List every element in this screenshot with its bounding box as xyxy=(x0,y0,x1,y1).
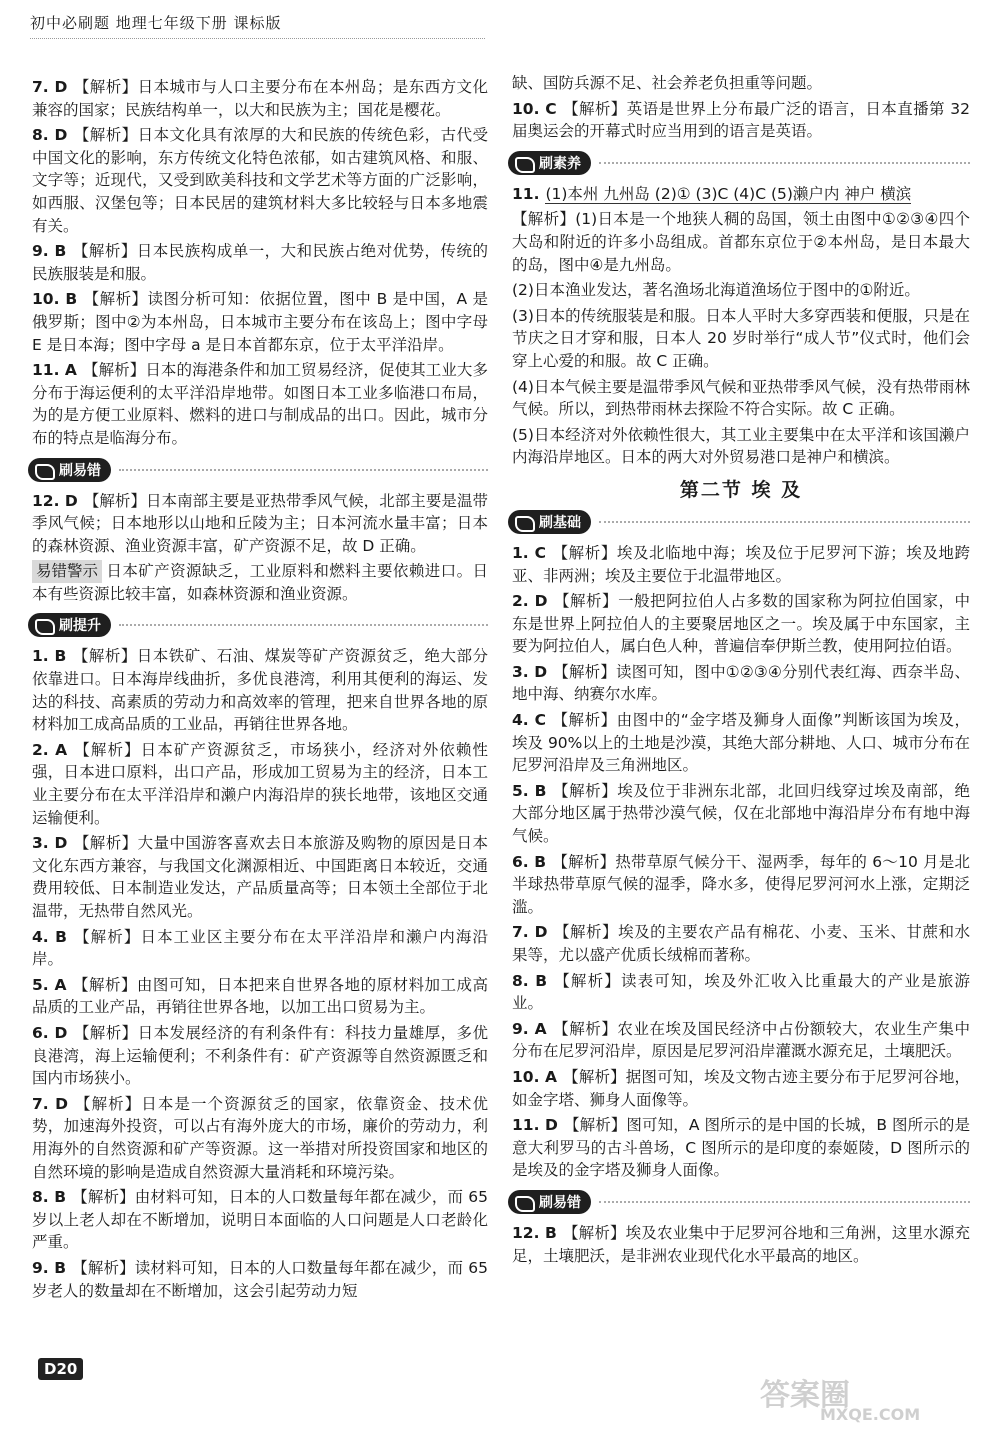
answer-item: 9. B 【解析】日本民族构成单一，大和民族占绝对优势，传统的民族服装是和服。 xyxy=(32,242,488,283)
answer-item: 12. B 【解析】埃及农业集中于尼罗河谷地和三角洲，这里水源充足，土壤肥沃，是非洲农业现代化水平最高的地区。 xyxy=(512,1223,970,1265)
dotted-rule xyxy=(599,162,970,164)
answer-item: 11. A 【解析】日本的海港条件和加工贸易经济，促使其工业大多分布于海运便利的太平洋沿岸地带。如图日本工业多临港口布局，为的是方便工业原料、燃料的进口与制成品的出口。因此，城市分布的特点是临海分布。 xyxy=(32,361,488,447)
explanation-paragraph: 【解析】(1)日本是一个地狭人稠的岛国，领土由图中①②③④四个大岛和附近的许多小岛组成。首都东京位于②本州岛，是日本最大的岛，图中④是九州岛。 xyxy=(512,210,970,274)
brush-icon xyxy=(34,617,54,633)
section-banner-shusuyang xyxy=(508,149,970,177)
answer-item: 11. D 【解析】图可知，A 图所示的是中国的长城，B 图所示的是意大利罗马的古斗兽场，C 图所示的是印度的泰姬陵，D 图所示的是埃及的金字塔及狮身人面像。 xyxy=(512,1116,970,1180)
section-badge: 刷素养 xyxy=(508,151,591,175)
answer-item: 3. D 【解析】读图可知，图中①②③④分别代表红海、西奈半岛、地中海、纳赛尔水库。 xyxy=(512,662,971,704)
answer-item: 5. A 【解析】由图可知，日本把来自世界各地的原材料加工成高品质的工业产品，再销往世界各地，以加工出口贸易为主。 xyxy=(32,975,488,1017)
section-banner-shuyicuo-2 xyxy=(508,1188,970,1216)
dotted-rule xyxy=(119,469,488,471)
dotted-rule xyxy=(119,624,488,626)
answer-item: 7. D 【解析】埃及的主要农产品有棉花、小麦、玉米、甘蔗和水果等，尤以盛产优质长绒棉而著称。 xyxy=(512,923,970,964)
section-badge: 刷易错 xyxy=(508,1190,591,1214)
answer-item: 2. D 【解析】一般把阿拉伯人占多数的国家称为阿拉伯国家，中东是世界上阿拉伯人的主要聚居地区之一。埃及属于中东国家，主要为阿拉伯人，属白色人种，普遍信奉伊斯兰教，使用阿拉伯语。 xyxy=(512,592,970,656)
running-header: 初中必刷题 地理七年级下册 课标版 xyxy=(30,14,282,32)
answer-item: 3. D 【解析】大量中国游客喜欢去日本旅游及购物的原因是日本文化东西方兼容，与我国文化渊源相近、中国距离日本较近，交通费用较低、日本制造业发达，产品质量高等；日本领土全部位于北温带，无热带自然风光。 xyxy=(32,834,488,920)
dotted-rule xyxy=(599,521,970,523)
right-column xyxy=(512,72,970,1270)
answer-item: 10. A 【解析】据图可知，埃及文物古迹主要分布于尼罗河谷地，如金字塔、狮身人面像等。 xyxy=(512,1067,970,1109)
answer-item: 12. D 【解析】日本南部主要是亚热带季风气候，北部主要是温带季风气候；日本地形以山地和丘陵为主；日本河流水量丰富；日本的森林资源、渔业资源丰富，矿产资源不足，故 D 正确。 xyxy=(32,491,488,555)
section-banner-shuyicuo xyxy=(28,456,488,484)
brush-icon xyxy=(34,462,54,478)
answer-item: 9. B 【解析】读材料可知，日本的人口数量每年都在减少，而 65 岁老人的数量却在不断增加，这会引起劳动力短 xyxy=(32,1258,488,1300)
answer-item: 9. A 【解析】农业在埃及国民经济中占份额较大，农业生产集中分布在尼罗河沿岸，原因是尼罗河沿岸灌溉水源充足，土壤肥沃。 xyxy=(512,1019,970,1061)
section-badge: 刷基础 xyxy=(508,510,591,534)
watermark-logo: 答案圈 xyxy=(760,1378,850,1413)
explanation-paragraph: (4)日本气候主要是温带季风气候和亚热带季风气候，没有热带雨林气候。所以，到热带雨林去探险不符合实际。故 C 正确。 xyxy=(512,377,970,419)
section-banner-shutisheng xyxy=(28,611,488,639)
answer-item: 4. C 【解析】由图中的“金字塔及狮身人面像”判断该国为埃及，埃及 90%以上的土地是沙漠，其绝大部分耕地、人口、城市分布在尼罗河沿岸及三角洲地区。 xyxy=(512,711,970,775)
answer-item: 8. B 【解析】读表可知，埃及外汇收入比重最大的产业是旅游业。 xyxy=(512,971,970,1013)
answer-item: 1. B 【解析】日本铁矿、石油、煤炭等矿产资源贫乏，绝大部分依靠进口。日本海岸线曲折，多优良港湾，利用其便利的海运、发达的科技、高素质的劳动力和高效率的管理，把来自世界各地的原材料加工成高品质的工业品，再销往世界各地。 xyxy=(32,647,488,734)
explanation-paragraph: (3)日本的传统服装是和服。日本人平时大多穿西装和便服，只是在节庆之日才穿和服，日本人 20 岁时举行“成人节”仪式时，他们会穿上心爱的和服。故 C 正确。 xyxy=(512,306,970,370)
answer-item: 4. B 【解析】日本工业区主要分布在太平洋沿岸和濑户内海沿岸。 xyxy=(32,927,488,969)
page-number: D20 xyxy=(38,1358,83,1380)
watermark-url: MXQE.COM xyxy=(820,1405,921,1424)
answer-item: 1. C 【解析】埃及北临地中海；埃及位于尼罗河下游；埃及地跨亚、非两洲；埃及主要位于北温带地区。 xyxy=(512,543,970,585)
answer-item: 5. B 【解析】埃及位于非洲东北部，北回归线穿过埃及南部，绝大部分地区属于热带沙漠气候，仅在北部地中海沿岸分布有地中海气候。 xyxy=(512,781,970,846)
section-title: 第二节 埃 及 xyxy=(679,478,803,501)
answer-item: 6. D 【解析】日本发展经济的有利条件有：科技力量雄厚，多优良港湾，海上运输便利；不利条件有：矿产资源等自然资源匮乏和国内市场狭小。 xyxy=(32,1023,488,1088)
section-banner-shujichu xyxy=(508,508,970,536)
answer-item: 6. B 【解析】热带草原气候分干、湿两季，每年的 6～10 月是北半球热带草原气候的湿季，降水多，使得尼罗河河水上涨，定期泛滥。 xyxy=(512,852,970,916)
answer-item: 10. B 【解析】读图分析可知：依据位置，图中 B 是中国，A 是俄罗斯；图中②为本州岛，日本城市主要分布在该岛上；图中字母 E 是日本海；图中字母 a 是日本首都东京，位于太平洋沿岸。 xyxy=(32,290,488,354)
answer-item: 7. D 【解析】日本是一个资源贫乏的国家，依靠资金、技术优势，加速海外投资，可以占有海外庞大的市场，廉价的劳动力，利用海外的自然资源和矿产等资源。这一举措对所投资国家和地区的自然环境的影响是造成自然资源大量消耗和环境污染。 xyxy=(32,1094,488,1181)
explanation-paragraph: (5)日本经济对外依赖性很大，其工业主要集中在太平洋和该国濑户内海沿岸地区。日本的两大对外贸易港口是神户和横滨。 xyxy=(512,425,970,467)
dotted-rule xyxy=(599,1201,970,1203)
header-rule xyxy=(30,38,485,39)
warning-note: 易错警示 日本矿产资源缺乏，工业原料和燃料主要依赖进口。日本有些资源比较丰富，如森林资源和渔业资源。 xyxy=(32,562,488,603)
brush-icon xyxy=(514,514,534,530)
section-badge: 刷提升 xyxy=(28,613,111,637)
answer-item: 8. D 【解析】日本文化具有浓厚的大和民族的传统色彩，古代受中国文化的影响，东方传统文化特色浓郁，如古建筑风格、和服、文字等；近现代，又受到欧美科技和文学艺术等方面的广泛影响，如西服、汉堡包等；日本民居的建筑材料大多比较轻与日本多地震有关。 xyxy=(32,126,488,235)
answer-item: 7. D 【解析】日本城市与人口主要分布在本州岛；是东西方文化兼容的国家；民族结构单一，以大和民族为主；国花是樱花。 xyxy=(32,78,488,119)
answer-item: 8. B 【解析】由材料可知，日本的人口数量每年都在减少，而 65 岁以上老人却在不断增加，说明日本面临的人口问题是人口老龄化严重。 xyxy=(32,1188,488,1252)
brush-icon xyxy=(514,1194,534,1210)
answer-item: 11. (1)本州 九州岛 (2)① (3)C (4)C (5)濑户内 神户 横滨 xyxy=(512,184,912,203)
answer-item: 10. C 【解析】英语是世界上分布最广泛的语言，日本直播第 32 届奥运会的开幕式时应当用到的语言是英语。 xyxy=(512,99,971,141)
answer-item: 2. A 【解析】日本矿产资源贫乏，市场狭小，经济对外依赖性强，日本进口原料，出口产品，形成加工贸易为主的经济，日本工业主要分布在太平洋沿岸和濑户内海沿岸的狭长地带，该地区交通运输便利。 xyxy=(32,740,488,827)
section-badge: 刷易错 xyxy=(28,458,111,482)
brush-icon xyxy=(514,155,534,171)
explanation-paragraph: (2)日本渔业发达，著名渔场北海道渔场位于图中的①附近。 xyxy=(512,281,920,300)
warning-tag: 易错警示 xyxy=(32,560,102,583)
answer-continuation: 缺、国防兵源不足、社会养老负担重等问题。 xyxy=(512,74,823,92)
left-column xyxy=(32,76,488,1305)
